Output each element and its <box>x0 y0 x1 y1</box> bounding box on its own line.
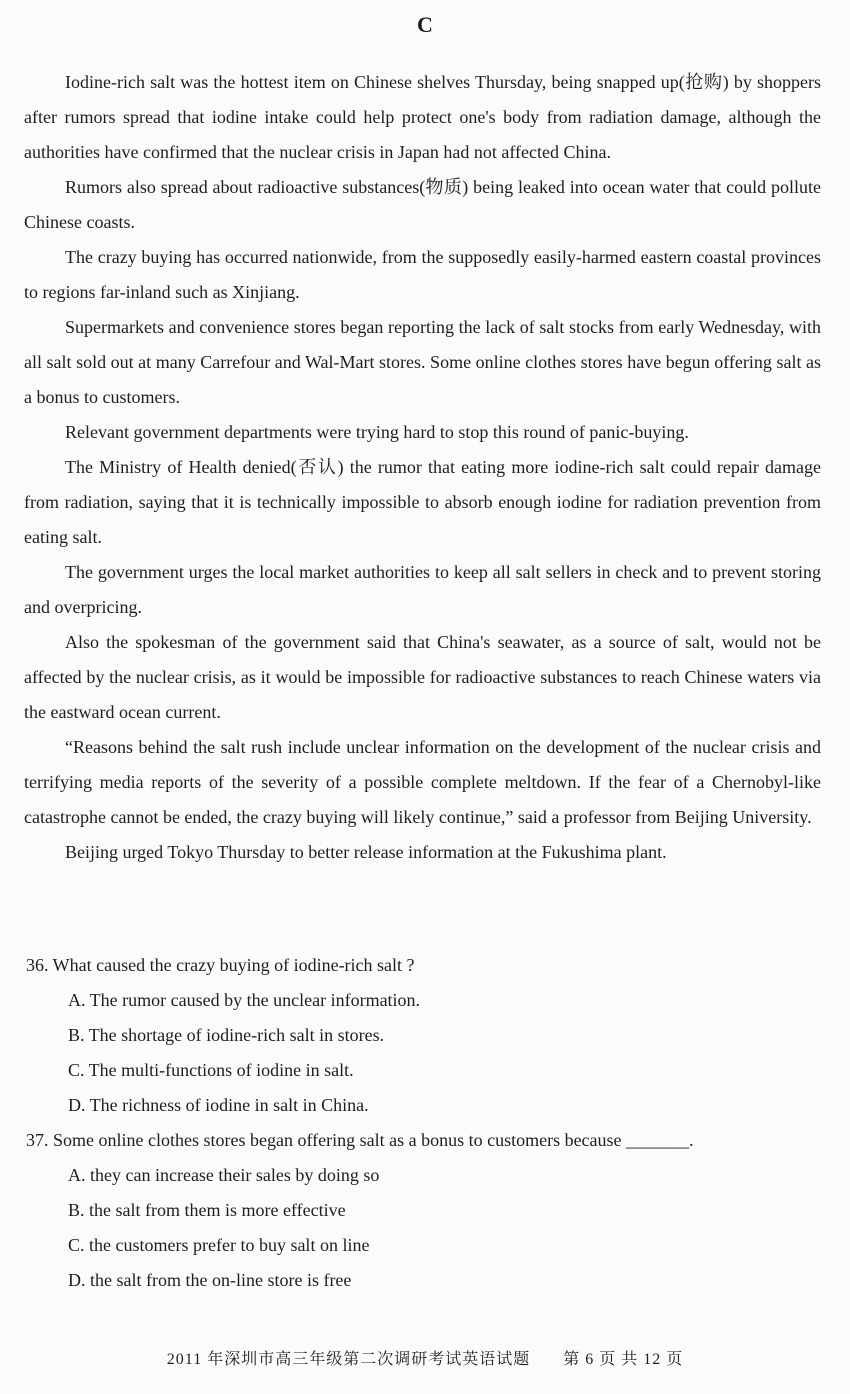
paragraph: Beijing urged Tokyo Thursday to better release information at the Fukushima plant. <box>65 842 667 862</box>
paragraph: The Ministry of Health denied(否认) the rumor that eating more iodine-rich salt could repair damage from radiation, saying that it is technically impossible to absorb enough iodine for radiation prevention from eating salt. <box>24 457 821 547</box>
option-b: B. the salt from them is more effective <box>68 1200 346 1220</box>
exam-title: 2011 年深圳市高三年级第二次调研考试英语试题 <box>166 1351 531 1368</box>
paragraph: Also the spokesman of the government said that China's seawater, as a source of salt, would not be affected by the nuclear crisis, as it would be impossible for radioactive substances to reach Chinese waters via the eastward ocean current. <box>24 632 821 722</box>
paragraph: The crazy buying has occurred nationwide, from the supposedly easily-harmed eastern coastal provinces to regions far-inland such as Xinjiang. <box>24 247 821 302</box>
paragraph: Iodine-rich salt was the hottest item on Chinese shelves Thursday, being snapped up(抢购) by shoppers after rumors spread that iodine intake could help protect one's body from radiation damage, although the authorities have confirmed that the nuclear crisis in Japan had not affected China. <box>24 72 821 162</box>
page-number: 第 6 页 共 12 页 <box>563 1351 684 1368</box>
question-36 <box>26 948 816 1123</box>
paragraph: Supermarkets and convenience stores began reporting the lack of salt stocks from early Wednesday, with all salt sold out at many Carrefour and Wal-Mart stores. Some online clothes stores have begun offering salt as a bonus to customers. <box>24 317 821 407</box>
option-c: C. The multi-functions of iodine in salt. <box>68 1060 354 1080</box>
question-37 <box>26 1123 816 1298</box>
paragraph: The government urges the local market authorities to keep all salt sellers in check and to prevent storing and overpricing. <box>24 562 821 617</box>
page-footer <box>0 1346 850 1369</box>
paragraph: “Reasons behind the salt rush include unclear information on the development of the nuclear crisis and terrifying media reports of the severity of a possible complete meltdown. If the fear of a Chernobyl-like catastrophe cannot be ended, the crazy buying will likely continue,” said a professor from Beijing University. <box>24 737 821 827</box>
option-b: B. The shortage of iodine-rich salt in stores. <box>68 1025 385 1045</box>
option-d: D. the salt from the on-line store is free <box>68 1270 352 1290</box>
option-c: C. the customers prefer to buy salt on line <box>68 1235 370 1255</box>
questions <box>26 948 816 1298</box>
question-stem: 36. What caused the crazy buying of iodine-rich salt ? <box>26 955 415 975</box>
section-title: C <box>417 12 433 37</box>
option-d: D. The richness of iodine in salt in China. <box>68 1095 369 1115</box>
option-a: A. The rumor caused by the unclear information. <box>68 990 421 1010</box>
option-a: A. they can increase their sales by doing so <box>68 1165 380 1185</box>
paragraph: Relevant government departments were trying hard to stop this round of panic-buying. <box>65 422 689 442</box>
reading-passage <box>24 65 821 870</box>
paragraph: Rumors also spread about radioactive substances(物质) being leaked into ocean water that could pollute Chinese coasts. <box>24 177 821 232</box>
question-stem: 37. Some online clothes stores began offering salt as a bonus to customers because _______. <box>26 1130 694 1150</box>
